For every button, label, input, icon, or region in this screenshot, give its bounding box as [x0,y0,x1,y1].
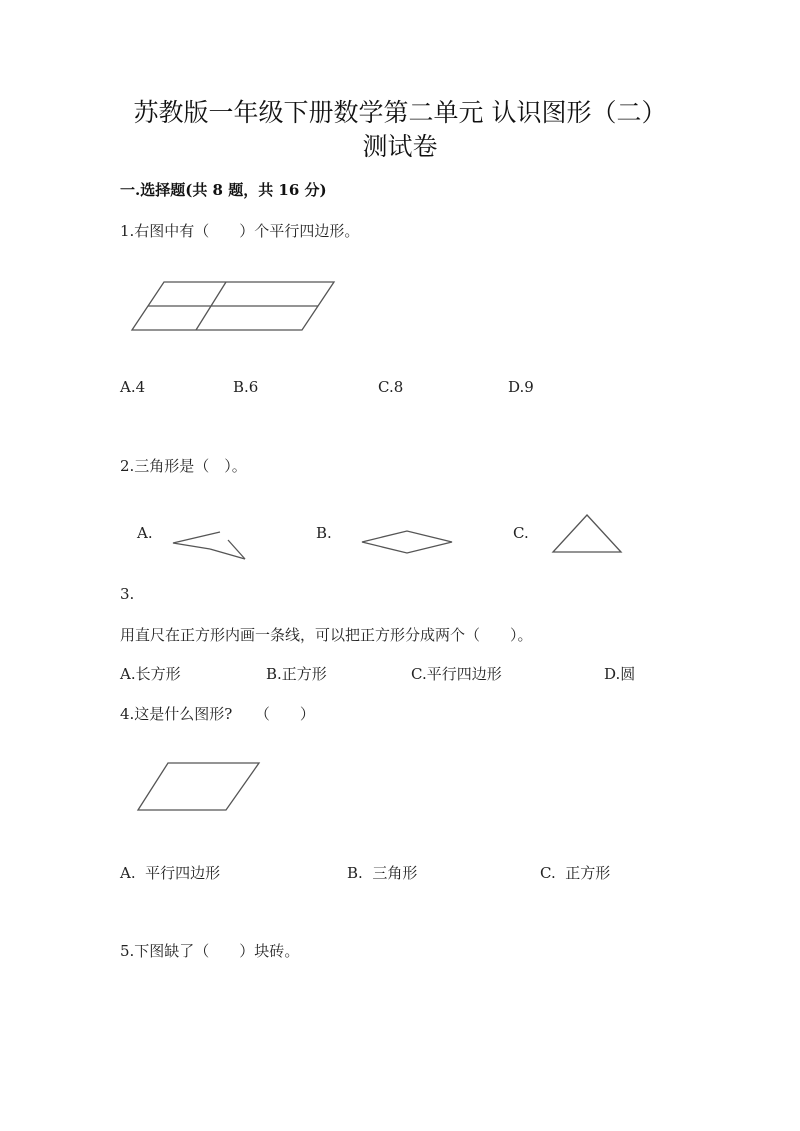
question-3-number: 3. [120,585,135,603]
q3-option-d[interactable]: D.圆 [604,665,636,683]
q1-option-d[interactable]: D.9 [508,378,534,396]
q2-option-b-rhombus [360,529,454,555]
q2-a-open-angle [173,532,220,549]
section-heading: 一.选择题(共 8 题，共 16 分) [120,181,327,199]
q2-option-c[interactable]: C. [513,524,529,542]
question-4-text: 4.这是什么图形? （ ） [120,705,315,723]
q2-option-c-triangle [551,513,625,555]
q4-parallelogram-shape [138,763,259,810]
q1-option-c[interactable]: C.8 [378,378,404,396]
q2-option-b[interactable]: B. [316,524,332,542]
question-1-text: 1.右图中有（ ）个平行四边形。 [120,222,360,240]
q4-option-c[interactable]: C. 正方形 [540,864,611,882]
q2-option-a-open-shape [170,530,250,562]
document-title-line-2: 测试卷 [362,132,438,161]
question-2-text: 2.三角形是（ ）。 [120,457,247,475]
q3-option-c[interactable]: C.平行四边形 [411,665,502,683]
q4-option-b[interactable]: B. 三角形 [347,864,418,882]
q2-b-rhombus-shape [362,531,452,553]
question-5-text: 5.下图缺了（ ）块砖。 [120,942,300,960]
q4-option-a[interactable]: A. 平行四边形 [120,864,221,882]
q2-option-a[interactable]: A. [137,524,153,542]
question-3-text: 用直尺在正方形内画一条线，可以把正方形分成两个（ ）。 [120,626,533,644]
q1-option-a[interactable]: A.4 [120,378,146,396]
q2-c-triangle-shape [553,515,621,552]
q1-option-b[interactable]: B.6 [233,378,259,396]
document-title-line-1: 苏教版一年级下册数学第二单元 认识图形（二） [133,98,667,127]
question-1-parallelogram-grid-figure [130,280,340,335]
question-4-parallelogram-figure [136,761,262,813]
q3-option-b[interactable]: B.正方形 [266,665,327,683]
q3-option-a[interactable]: A.长方形 [120,665,181,683]
